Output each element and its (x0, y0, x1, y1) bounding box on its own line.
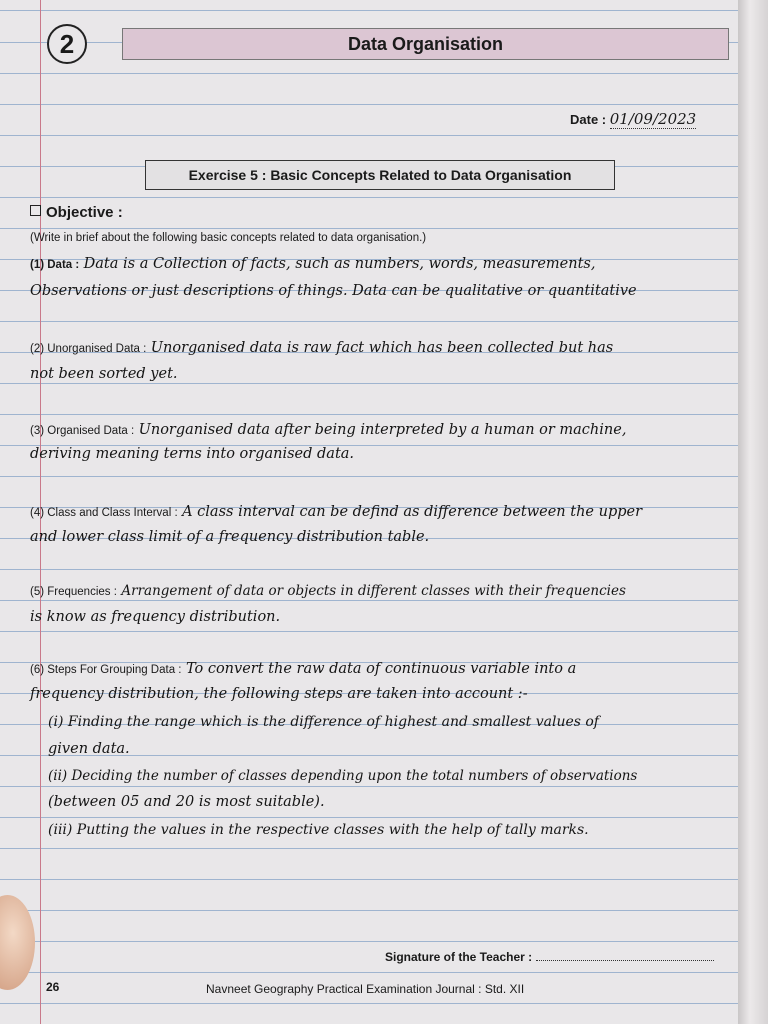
teacher-signature (385, 950, 714, 964)
chapter-number: 2 (47, 24, 87, 64)
answer-1-prompt: (1) Data : (30, 259, 80, 271)
answer-4-line-1 (30, 503, 740, 521)
answer-4-prompt: (4) Class and Class Interval : (30, 507, 178, 519)
answer-5-line-1 (30, 582, 740, 600)
page-stack-edge (738, 0, 768, 1024)
page-number: 26 (46, 980, 60, 994)
answer-6-text-6: (between 05 and 20 is most suitable). (48, 794, 325, 810)
answer-1-text-1: Data is a Collection of facts, such as numbers, words, measurements, (83, 256, 596, 272)
answer-6-line-1 (30, 660, 740, 678)
answer-6-text-7: (iii) Putting the values in the respective classes with the help of tally marks. (48, 822, 589, 838)
answer-6-text-4: given data. (48, 741, 130, 757)
answer-5-text-1: Arrangement of data or objects in different classes with their frequencies (121, 583, 626, 599)
answer-1-text-2: Observations or just descriptions of things. Data can be qualitative or quantitative (30, 283, 637, 299)
date-label: Date : (570, 112, 607, 127)
answer-3-prompt: (3) Organised Data : (30, 425, 135, 437)
answer-2-line-1 (30, 339, 740, 357)
answer-4-text-1: A class interval can be defind as difference between the upper (182, 504, 643, 520)
answer-3-text-1: Unorganised data after being interpreted by a human or machine, (138, 422, 627, 438)
signature-label: Signature of the Teacher : (385, 950, 533, 964)
chapter-title: Data Organisation (122, 28, 729, 60)
footer-text: Navneet Geography Practical Examination Journal : Std. XII (206, 982, 525, 996)
date-value: 01/09/2023 (609, 110, 697, 128)
answer-5-text-2: is know as frequency distribution. (30, 609, 281, 625)
answer-5-prompt: (5) Frequencies : (30, 586, 117, 598)
answer-2-text-2: not been sorted yet. (30, 366, 178, 382)
answer-6-text-1: To convert the raw data of continuous variable into a (185, 661, 577, 677)
exercise-title: Exercise 5 : Basic Concepts Related to Data Organisation (145, 160, 615, 190)
checkbox-icon (30, 205, 41, 216)
answer-3-line-1 (30, 421, 740, 439)
answer-6-prompt: (6) Steps For Grouping Data : (30, 664, 182, 676)
answer-2-text-1: Unorganised data is raw fact which has been collected but has (150, 340, 614, 356)
objective-label: Objective : (46, 204, 123, 221)
signature-line (536, 960, 714, 961)
objective-heading (30, 204, 123, 221)
answer-2-prompt: (2) Unorganised Data : (30, 343, 147, 355)
instruction-text: (Write in brief about the following basic concepts related to data organisation.) (30, 232, 427, 244)
answer-3-text-2: deriving meaning terns into organised data. (30, 446, 355, 462)
answer-6-text-3: (i) Finding the range which is the difference of highest and smallest values of (48, 714, 599, 730)
answer-4-text-2: and lower class limit of a frequency distribution table. (30, 529, 430, 545)
answer-6-text-2: frequency distribution, the following steps are taken into account :- (30, 686, 528, 702)
thumb-image (0, 895, 35, 990)
answer-6-text-5: (ii) Deciding the number of classes depending upon the total numbers of observations (48, 768, 638, 784)
answer-1-line-1 (30, 255, 740, 273)
date-row (570, 110, 696, 128)
